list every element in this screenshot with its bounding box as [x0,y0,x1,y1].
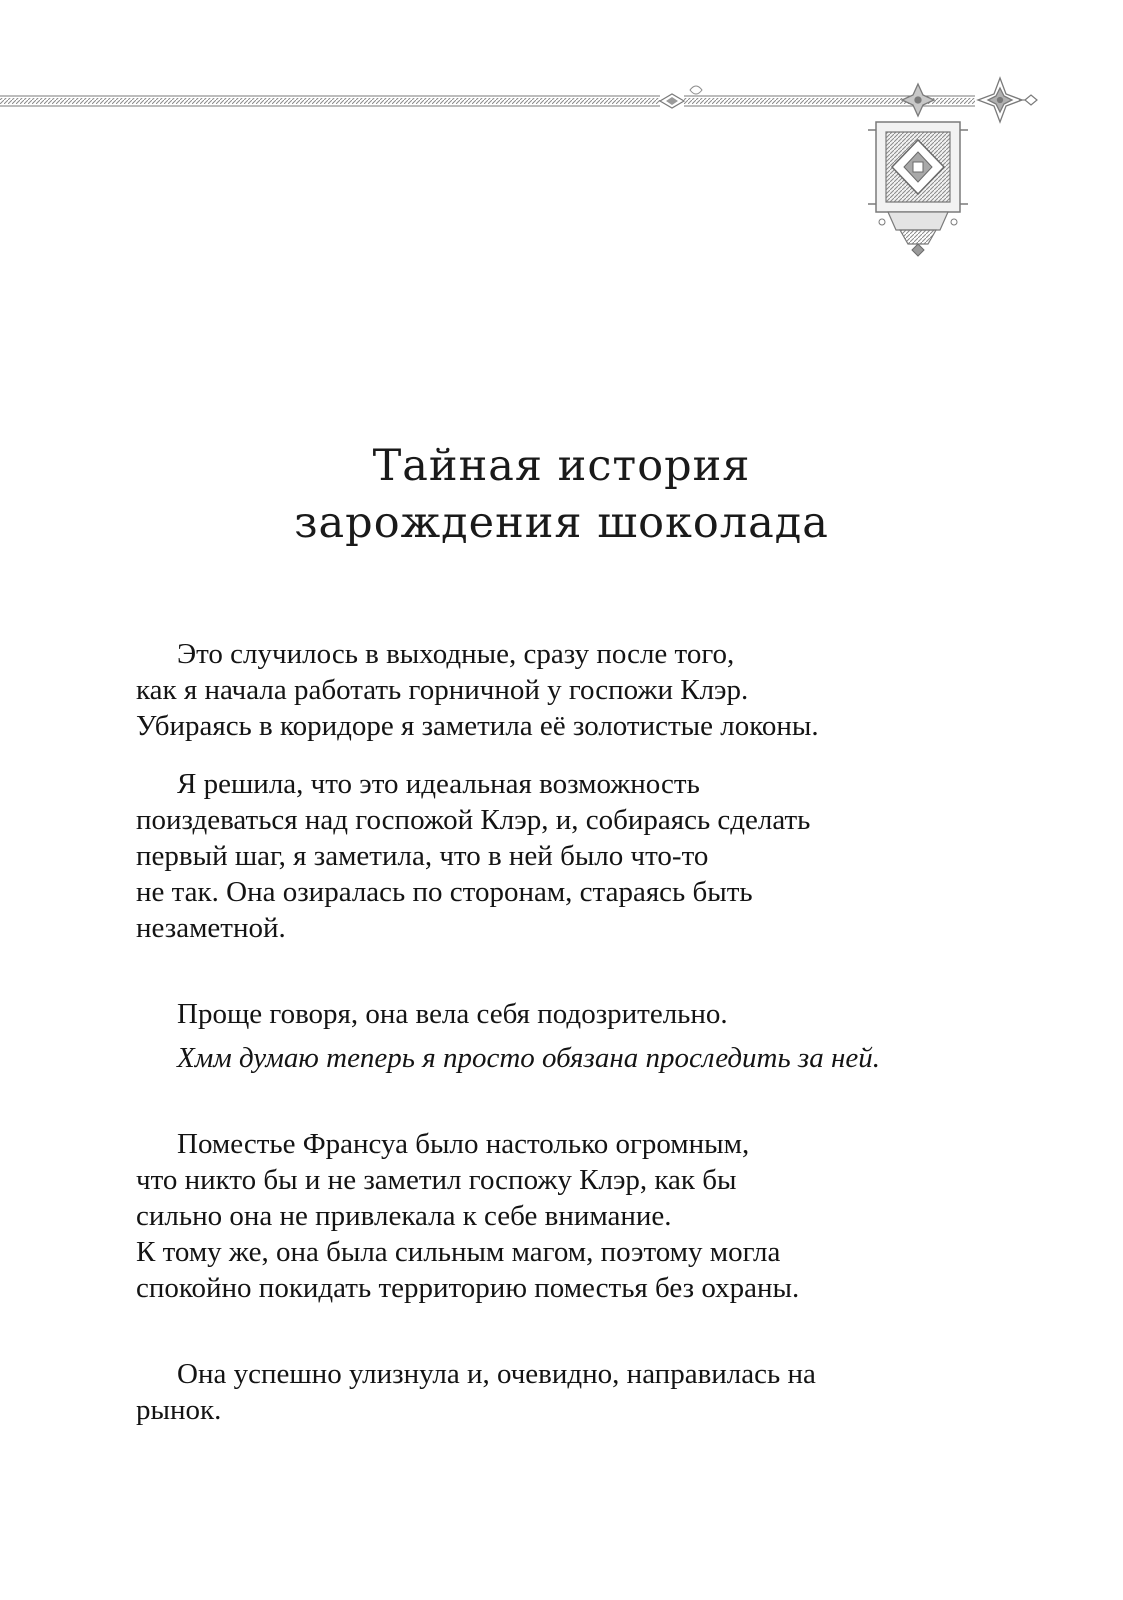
paragraph [136,766,1016,946]
text-line: не так. Она озиралась по сторонам, стараясь быть [136,876,753,908]
text-line: К тому же, она была сильным магом, поэтому могла [136,1236,781,1268]
text-line: Она успешно улизнула и, очевидно, направилась на [177,1358,816,1390]
text-line: Я решила, что это идеальная возможность [177,768,700,800]
italic-thought [136,1040,1016,1076]
ornament-border-icon [0,0,1123,280]
text-line: незаметной. [136,912,286,944]
text-line: как я начала работать горничной у госпожи Клэр. [136,674,749,706]
text-line: спокойно покидать территорию поместья без охраны. [136,1272,800,1304]
text-line: первый шаг, я заметила, что в ней было что-то [136,840,709,872]
text-line: Поместье Франсуа было настолько огромным, [177,1128,750,1160]
title-line: зарождения шоколада [294,498,829,548]
body-text [136,636,1016,1428]
title-line: Тайная история [372,441,751,491]
text-line: что никто бы и не заметил госпожу Клэр, как бы [136,1164,737,1196]
text-line: Проще говоря, она вела себя подозрительно. [177,998,728,1030]
paragraph [136,1126,1016,1306]
text-line: Это случилось в выходные, сразу после того, [177,638,735,670]
paragraph [136,636,1016,744]
page-title [0,438,1123,552]
text-line: сильно она не привлекала к себе внимание. [136,1200,672,1232]
text-line: рынок. [136,1394,222,1426]
text-line: Хмм думаю теперь я просто обязана проследить за ней. [177,1042,880,1074]
paragraph [136,1356,1016,1428]
text-line: поиздеваться над госпожой Клэр, и, собираясь сделать [136,804,811,836]
paragraph [136,996,1016,1032]
text-line: Убираясь в коридоре я заметила её золотистые локоны. [136,710,819,742]
